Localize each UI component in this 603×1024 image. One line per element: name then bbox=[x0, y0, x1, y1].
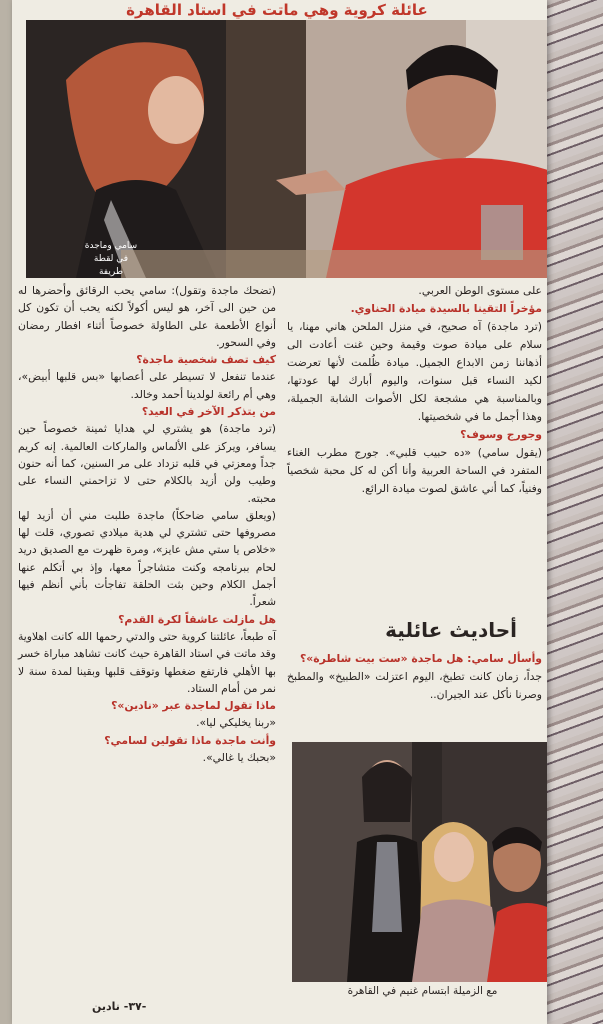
right-column bbox=[287, 282, 542, 498]
question: من يتذكر الآخر في العيد؟ bbox=[141, 405, 276, 419]
top-photo-caption-line: سامي وماجدة bbox=[84, 241, 138, 251]
bottom-photo-caption: مع الزميلة ابتسام غنيم في القاهرة bbox=[347, 985, 498, 997]
paragraph: (ترد ماجدة) هو يشتري لي هدايا ثمينة خصوصاً حين يسافر، ويركز على الألماس والماركات العالمية. إنه كريم جداً ومعزتي في قلبه تزداد على مر السنين، كما أنه حنون وطيب ولن أزيد بالكلام حتى لا تزاحمني النساء على محبته. bbox=[18, 422, 276, 505]
paragraph: «ربنا يخليكي ليا». bbox=[196, 716, 276, 730]
paragraph: (ويعلق سامي ضاحكاً) ماجدة طلبت مني أن أزيد لها مصروفها حتى تشتري لي هدية ميلادي تصوري، قلت لها «خلاص يا ستي مش عايز»، ومرة ظهرت مع الصديق دريد لحام ببرنامجه وكنت متشاجراً معها، وإذ بي أتكلم عنها أجمل الكلام وحين بثت الحلقة تفاجأت بأني أنظم فيها شعراً. bbox=[18, 508, 276, 609]
top-photo-caption bbox=[81, 240, 141, 278]
question: وأنت ماجدة ماذا تقولين لسامي؟ bbox=[104, 733, 276, 747]
paragraph: آه طبعاً، عائلتنا كروية حتى والدتي رحمها الله كانت اهلاوية وقد ماتت في استاد القاهرة حيث كانت تشاهد مباراة خسر بها الأهلي فارتفع ضغطها وتوقف قلبها وبقينا لمدة سنة لا نمر من أمام الستاد. bbox=[18, 629, 276, 695]
top-photo-caption-line: في لقطة طريفة bbox=[93, 254, 129, 277]
paragraph: على مستوى الوطن العربي. bbox=[418, 284, 542, 297]
question: وأسأل سامي: هل ماجدة «ست بيت شاطرة»؟ bbox=[300, 652, 542, 665]
question: ماذا تقول لماجدة عبر «نادين»؟ bbox=[111, 699, 276, 713]
bottom-photo bbox=[292, 742, 547, 982]
paragraph: «بحبك يا غالي». bbox=[202, 751, 276, 765]
question: مؤخراً التقينا بالسيدة ميادة الحناوي. bbox=[350, 302, 542, 315]
question: هل مازلت عاشقاً لكرة القدم؟ bbox=[118, 612, 276, 626]
paragraph: (ترد ماجدة) آه صحيح، في منزل الملحن هاني مهنا، يا سلام على ميادة صوت وقيمة وحين غنت أعادت الى أذهاننا زمن الابداع الجميل. ميادة ظُلمت لأنها تعرضت لكيد النساء قبل سنوات، واليوم أبارك لها عودتها، وبالمناسبة هي مشجعة لكل الأصوات الشابة الجميلة، وهذا أجمل ما في شخصيتها. bbox=[287, 320, 542, 423]
question: وجورج وسوف؟ bbox=[460, 428, 542, 441]
bottom-photo-illustration bbox=[292, 742, 547, 982]
paragraph: جداً، زمان كانت تطبخ، اليوم اعتزلت «الطبيخ» والمطبخ وصرنا نأكل عند الجيران.. bbox=[287, 670, 542, 701]
top-photo bbox=[26, 20, 547, 278]
page-footer: -٣٧- نادين bbox=[92, 1000, 147, 1013]
background-fabric bbox=[545, 0, 603, 1024]
paragraph: عندما تنفعل لا تسيطر على أعصابها «بس قلبها أبيض»، وهي أم رائعة لولدينا أحمد وخالد. bbox=[18, 370, 276, 401]
magazine-page bbox=[12, 0, 547, 1024]
page-headline: عائلة كروية وهي ماتت في استاد القاهرة bbox=[126, 1, 428, 19]
question: كيف تصف شخصية ماجدة؟ bbox=[136, 353, 276, 367]
left-column bbox=[18, 282, 276, 766]
paragraph: (تضحك ماجدة وتقول): سامي يحب الرقائق وأحضرها له من حين الى آخر، هو ليس أكولاً لكنه يحب أن تكون كل أنواع الأطعمة على الطاولة خصوصاً أثناء افطار رمضان وفي السحور. bbox=[18, 284, 276, 349]
section-title: أحاديث عائلية bbox=[385, 618, 517, 642]
family-intro bbox=[287, 650, 542, 704]
paragraph: (يقول سامي) «ده حبيب قلبي». جورج مطرب الغناء المتفرد في الساحة العربية وأنا أكن له كل محبة شخصياً وفنياً، كما أني عاشق لصوت ميادة الرائع. bbox=[287, 446, 542, 495]
